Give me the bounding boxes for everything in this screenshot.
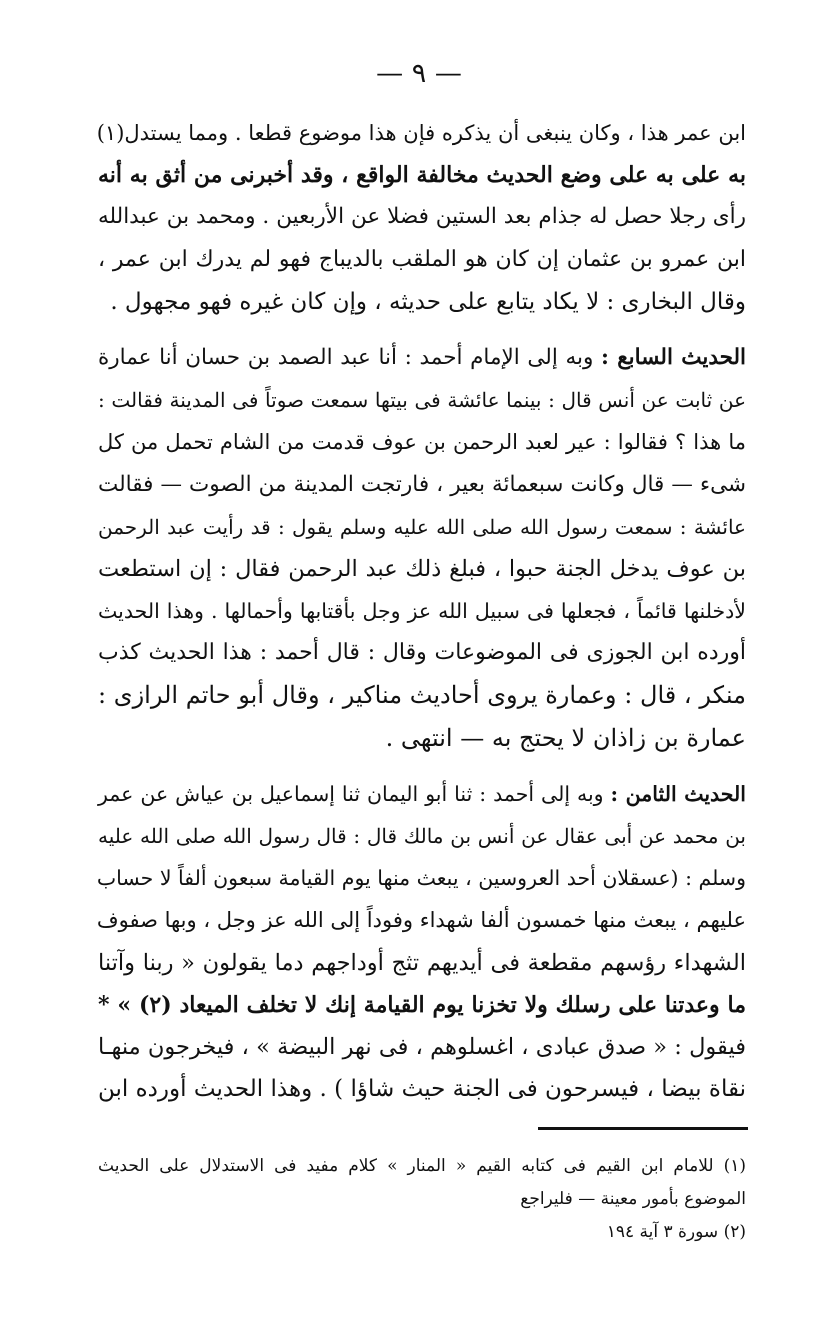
text-line: ما هذا ؟ فقالوا : عير لعبد الرحمن بن عوف قدمت من الشام تحمل من كل xyxy=(98,430,746,455)
text-line: بن محمد عن أبى عقال عن أنس بن مالك قال : قال رسول الله صلى الله عليه xyxy=(98,824,746,848)
text-line: وقال البخارى : لا يكاد يتابع على حديثه ، وإن كان غيره فهو مجهول . xyxy=(110,288,746,315)
footnote-2: (٢) سورة ٣ آية ١٩٤ xyxy=(606,1222,746,1242)
text-line xyxy=(98,337,746,379)
hadith-heading: الحديث السابع : xyxy=(601,344,747,370)
text-line: به على به على وضع الحديث مخالفة الواقع ، وقد أخبرنى من أثق به أنه xyxy=(98,162,746,189)
text-line xyxy=(98,773,746,815)
text-line: لأدخلنها قائماً ، فجعلها فى سبيل الله عز وجل بأقتابها وأحمالها . وهذا الحديث xyxy=(98,599,746,624)
paragraph-1 xyxy=(98,112,746,323)
text-line: الشهداء رؤسهم مقطعة فى أيديهم تثج أوداجهم دما يقولون « ربنا وآتنا xyxy=(98,949,746,976)
paragraph-hadith-7 xyxy=(98,337,746,759)
text-line-body: وبه إلى الإمام أحمد : أنا عبد الصمد بن حسان أنا عمارة xyxy=(98,344,594,370)
text-line: نقاة بيضا ، فيسرحون فى الجنة حيث شاؤا ) . وهذا الحديث أورده ابن xyxy=(98,1076,746,1103)
text-line: رأى رجلا حصل له جذام بعد الستين فضلا عن الأربعين . ومحمد بن عبدالله xyxy=(98,204,746,230)
footnote-separator xyxy=(538,1127,748,1130)
main-text xyxy=(98,112,746,1110)
page-number: — ٩ — xyxy=(376,58,462,89)
text-line: عن ثابت عن أنس قال : بينما عائشة فى بيتها سمعت صوتاً فى المدينة فقالت : xyxy=(98,388,746,413)
text-line: وسلم : (عسقلان أحد العروسين ، يبعث منها يوم القيامة سبعون ألفاً لا حساب xyxy=(96,866,746,891)
text-line: عائشة : سمعت رسول الله صلى الله عليه وسلم يقول : قد رأيت عبد الرحمن xyxy=(98,514,746,539)
text-line: عمارة بن زاذان لا يحتج به — انتهى . xyxy=(385,723,746,752)
footnote-1-continued: الموضوع بأمور معينة — فليراجع xyxy=(520,1189,746,1209)
footnote-1: (١) للامام ابن القيم فى كتابه القيم « المنار » كلام مفيد فى الاستدلال على الحديث xyxy=(98,1156,746,1176)
paragraph-gap xyxy=(98,323,746,337)
text-line: أورده ابن الجوزى فى الموضوعات وقال : قال أحمد : هذا الحديث كذب xyxy=(98,640,746,666)
paragraph-gap xyxy=(98,759,746,773)
text-line: بن عوف يدخل الجنة حبوا ، فبلغ ذلك عبد الرحمن فقال : إن استطعت xyxy=(98,555,746,582)
text-line: ابن عمرو بن عثمان إن كان هو الملقب بالديباج فهو لم يدرك ابن عمر ، xyxy=(98,246,746,272)
text-line: ابن عمر هذا ، وكان ينبغى أن يذكره فإن هذا موضوع قطعا . ومما يستدل(١) xyxy=(96,121,746,145)
paragraph-hadith-8 xyxy=(98,773,746,1111)
text-line: منكر ، قال : وعمارة يروى أحاديث مناكير ، وقال أبو حاتم الرازى : xyxy=(98,681,746,710)
text-line: فيقول : « صدق عبادى ، اغسلوهم ، فى نهر البيضة » ، فيخرجون منهـا xyxy=(98,1033,746,1060)
text-line: شىء — قال وكانت سبعمائة بعير ، فارتجت المدينة من الصوت — فقالت xyxy=(98,471,746,497)
footnotes xyxy=(98,1150,746,1249)
text-line-body: وبه إلى أحمد : ثنا أبو اليمان ثنا إسماعيل بن عياش عن عمر xyxy=(98,781,604,806)
hadith-heading: الحديث الثامن : xyxy=(610,781,746,806)
text-line: ما وعدتنا على رسلك ولا تخزنا يوم القيامة إنك لا تخلف الميعاد (٢) » * xyxy=(98,991,747,1018)
text-line: عليهم ، يبعث منها خمسون ألفا شهداء وفوداً إلى الله عز وجل ، وبها صفوف xyxy=(96,908,746,933)
